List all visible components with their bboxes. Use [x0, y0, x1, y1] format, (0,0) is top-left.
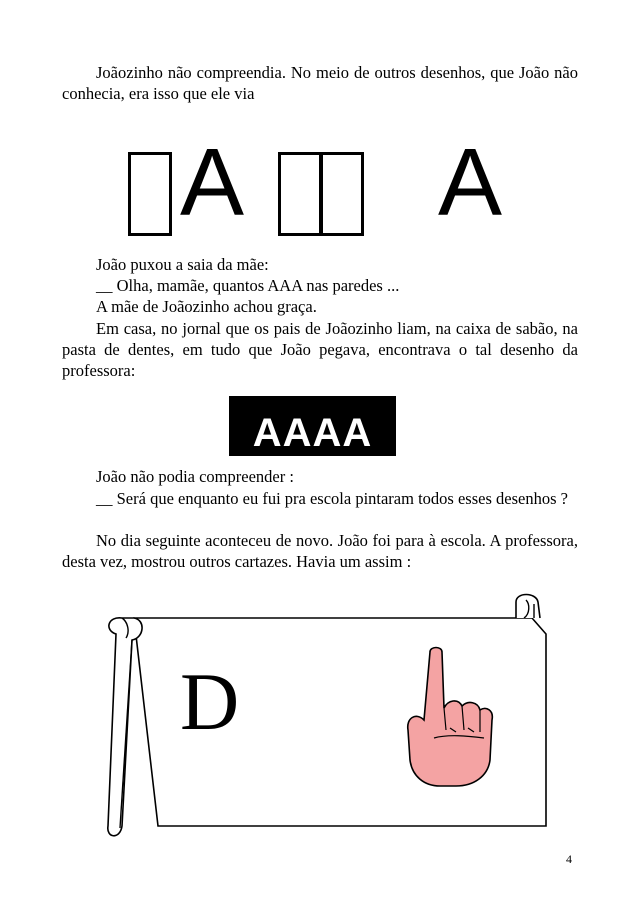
page-number: 4	[566, 852, 572, 866]
scroll-poster	[98, 590, 558, 842]
missing-glyph-box	[278, 152, 322, 236]
missing-glyph-box	[128, 152, 172, 236]
big-letter-a: A	[438, 129, 503, 236]
paragraph-6: João não podia compreender :	[96, 467, 294, 486]
missing-glyph-box	[320, 152, 364, 236]
scroll-left-roll	[108, 618, 142, 836]
paragraph-4: A mãe de Joãozinho achou graça.	[96, 297, 317, 316]
paragraph-5: Em casa, no jornal que os pais de Joãozinho liam, na caixa de sabão, na pasta de dentes, em tudo que João pegava, encontrava o tal desenho da professora:	[62, 319, 578, 380]
paragraph-1: Joãozinho não compreendia. No meio de outros desenhos, que João não conhecia, era isso que ele via	[62, 63, 578, 103]
paragraph-7: __ Será que enquanto eu fui pra escola pintaram todos esses desenhos ?	[96, 489, 568, 508]
paragraph-8: No dia seguinte aconteceu de novo. João foi para à escola. A professora, desta vez, mostrou outros cartazes. Havia um assim :	[62, 531, 578, 571]
aaaa-banner	[229, 396, 396, 456]
big-letter-a: A	[180, 129, 245, 236]
letter-illustration	[120, 129, 540, 252]
paragraph-3: __ Olha, mamãe, quantos AAA nas paredes ...	[96, 276, 400, 295]
paragraph-2: João puxou a saia da mãe:	[96, 255, 269, 274]
banner-text: AAAA	[252, 411, 373, 455]
scroll-letter-d: D	[180, 656, 240, 747]
